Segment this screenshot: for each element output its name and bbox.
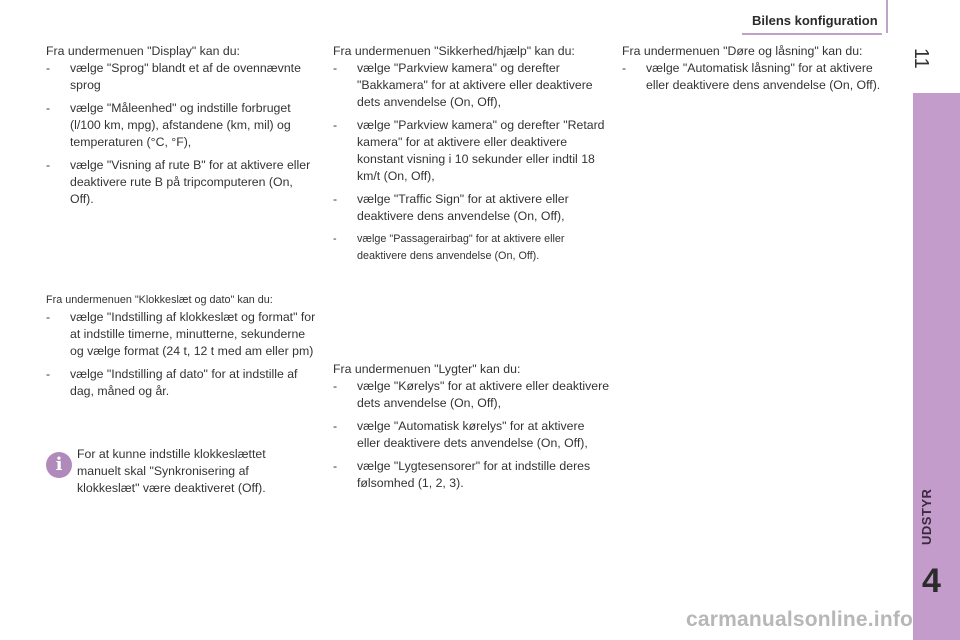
chapter-label: UDSTYR bbox=[919, 488, 934, 545]
list-item: - vælge "Passagerairbag" for at aktivere eller deaktivere dens anvendelse (On, Off). bbox=[333, 233, 565, 262]
clock-submenu-section bbox=[46, 292, 318, 406]
list-item: - vælge "Automatisk låsning" for at aktivere eller deaktivere dens anvendelse (On, Off). bbox=[622, 61, 881, 92]
clock-intro: Fra undermenuen "Klokkeslæt og dato" kan du: bbox=[46, 294, 273, 306]
display-submenu-section bbox=[46, 43, 318, 214]
chapter-sidebar bbox=[913, 93, 960, 640]
list-item: - vælge "Kørelys" for at aktivere eller deaktivere dets anvendelse (On, Off), bbox=[333, 379, 610, 410]
display-intro: Fra undermenuen "Display" kan du: bbox=[46, 44, 240, 58]
chapter-number: 4 bbox=[922, 562, 941, 600]
list-item: - vælge "Automatisk kørelys" for at aktivere eller deaktivere dets anvendelse (On, Off), bbox=[333, 419, 588, 450]
info-icon: i bbox=[46, 452, 72, 478]
page-header-title: Bilens konfiguration bbox=[752, 13, 878, 28]
doors-submenu-section bbox=[622, 43, 894, 100]
safety-submenu-section bbox=[333, 43, 611, 271]
list-item: - vælge "Parkview kamera" og derefter "Retard kamera" for at aktivere eller deaktivere konstant visning i 10 sekunder eller indtil 18 km/t (On, Off), bbox=[333, 118, 605, 183]
info-note-text: For at kunne indstille klokkeslættet manuelt skal "Synkronisering af klokkeslæt" være deaktiveret (Off). bbox=[77, 447, 266, 495]
list-item: - vælge "Indstilling af klokkeslæt og format" for at indstille timerne, minutterne, sekunderne og vælge format (24 t, 12 t med am eller pm) bbox=[46, 310, 316, 358]
safety-intro: Fra undermenuen "Sikkerhed/hjælp" kan du: bbox=[333, 44, 575, 58]
header-accent-tick bbox=[886, 0, 888, 33]
list-item: - vælge "Måleenhed" og indstille forbruget (l/100 km, mpg), afstandene (km, mil) og temperaturen (°C, °F), bbox=[46, 101, 291, 149]
list-item: - vælge "Traffic Sign" for at aktivere eller deaktivere dens anvendelse (On, Off), bbox=[333, 192, 569, 223]
list-item: - vælge "Visning af rute B" for at aktivere eller deaktivere rute B på tripcomputeren (On, Off). bbox=[46, 158, 311, 206]
list-item: - vælge "Lygtesensorer" for at indstille deres følsomhed (1, 2, 3). bbox=[333, 459, 591, 490]
doors-intro: Fra undermenuen "Døre og låsning" kan du: bbox=[622, 44, 863, 58]
lights-submenu-section bbox=[333, 361, 611, 498]
list-item: - vælge "Sprog" blandt et af de ovennævnte sprog bbox=[46, 61, 301, 92]
page-number: 11 bbox=[910, 48, 932, 69]
watermark-text: carmanualsonline.info bbox=[686, 608, 914, 631]
list-item: - vælge "Parkview kamera" og derefter "Bakkamera" for at aktivere eller deaktivere dets anvendelse (On, Off), bbox=[333, 61, 593, 109]
list-item: - vælge "Indstilling af dato" for at indstille af dag, måned og år. bbox=[46, 367, 298, 398]
header-divider bbox=[742, 33, 882, 35]
lights-intro: Fra undermenuen "Lygter" kan du: bbox=[333, 362, 521, 376]
